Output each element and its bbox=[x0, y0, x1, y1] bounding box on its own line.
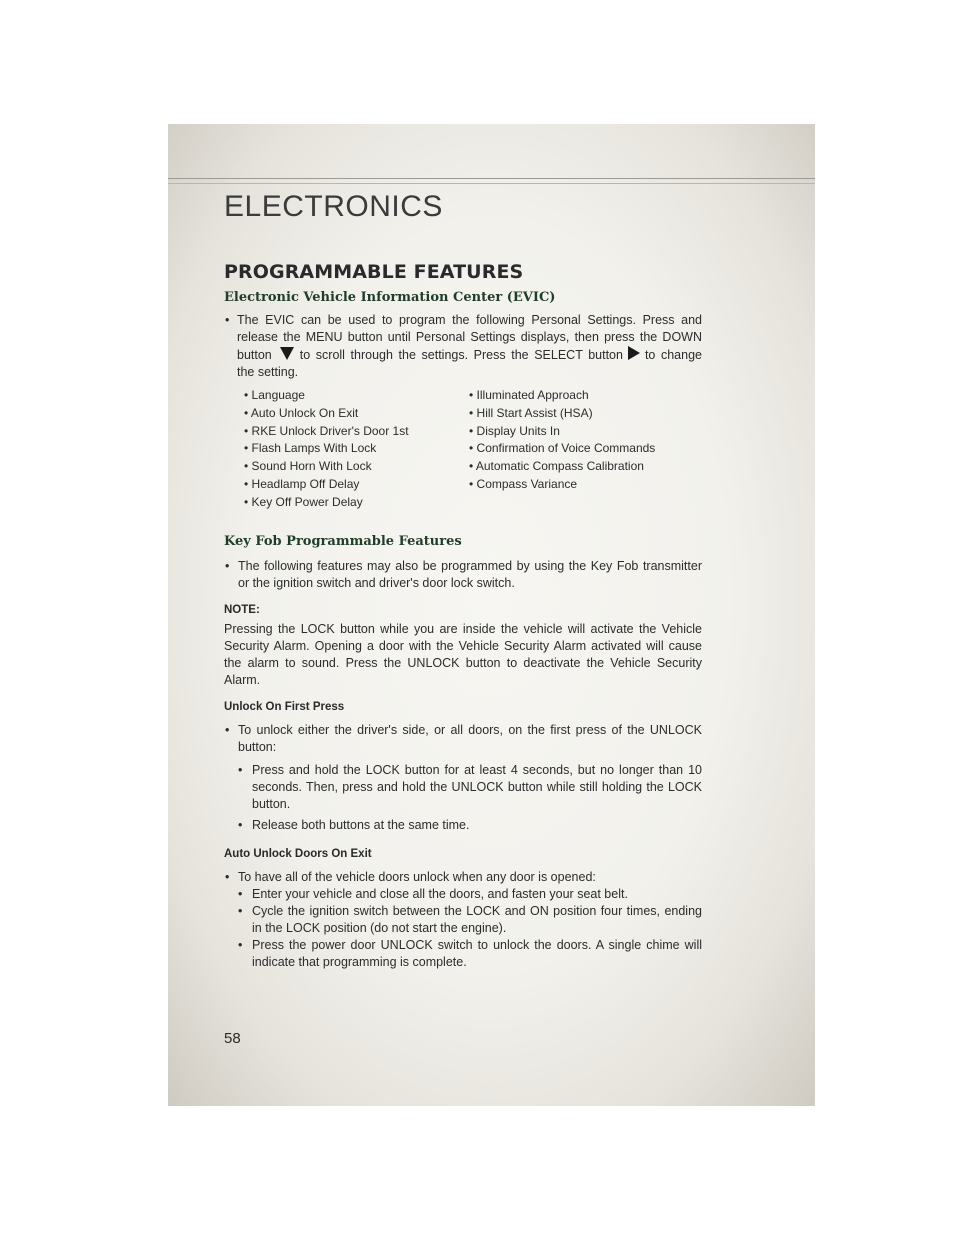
list-item: • Auto Unlock On Exit bbox=[244, 405, 359, 420]
list-item: • Key Off Power Delay bbox=[244, 494, 363, 509]
list-item: • RKE Unlock Driver's Door 1st bbox=[244, 423, 409, 438]
list-item: • Language bbox=[244, 388, 305, 402]
evic-intro bbox=[224, 312, 702, 381]
settings-column-right bbox=[469, 387, 694, 512]
note-label: NOTE: bbox=[224, 603, 260, 616]
page-content bbox=[224, 261, 702, 971]
evic-intro-text-a: The EVIC can be used to program the following Personal Settings. Press and release the MENU button until Personal Settings displays, then press the DOWN button bbox=[237, 313, 702, 362]
list-item: • Automatic Compass Calibration bbox=[469, 459, 644, 474]
auto-unlock-step: • Press the power door UNLOCK switch to unlock the doors. A single chime will indicate that programming is complete. bbox=[238, 937, 702, 971]
list-item: • Hill Start Assist (HSA) bbox=[469, 405, 593, 420]
list-item: • Display Units In bbox=[469, 423, 560, 438]
auto-unlock-heading: Auto Unlock Doors On Exit bbox=[224, 847, 372, 860]
unlock-first-step: • Press and hold the LOCK button for at least 4 seconds, but no longer than 10 seconds. Then, press and hold the UNLOCK button while still holding the LOCK button. bbox=[238, 762, 702, 813]
header-rule bbox=[168, 178, 815, 179]
settings-column-left bbox=[244, 387, 469, 512]
list-item: • Compass Variance bbox=[469, 476, 578, 491]
unlock-first-heading: Unlock On First Press bbox=[224, 700, 345, 713]
page-number: 58 bbox=[224, 1030, 241, 1047]
keyfob-bullet: • The following features may also be programmed by using the Key Fob transmitter or the ignition switch and driver's door lock switch. bbox=[224, 558, 702, 592]
unlock-first-step: • Release both buttons at the same time. bbox=[238, 817, 702, 834]
right-arrow-icon bbox=[628, 346, 640, 360]
auto-unlock-step: • Cycle the ignition switch between the LOCK and ON position four times, ending in the LOCK position (do not start the engine). bbox=[238, 903, 702, 937]
auto-unlock-step: • Enter your vehicle and close all the doors, and fasten your seat belt. bbox=[238, 886, 702, 903]
unlock-first-bullet: • To unlock either the driver's side, or all doors, on the first press of the UNLOCK button: bbox=[224, 722, 702, 756]
manual-page bbox=[168, 124, 815, 1106]
list-item: • Illuminated Approach bbox=[469, 388, 589, 402]
auto-unlock-bullet: • To have all of the vehicle doors unlock when any door is opened: bbox=[224, 869, 702, 886]
evic-heading: Electronic Vehicle Information Center (EVIC) bbox=[224, 290, 556, 305]
list-item: • Confirmation of Voice Commands bbox=[469, 441, 656, 456]
evic-intro-text-b: to scroll through the settings. Press the SELECT button bbox=[299, 348, 623, 362]
section-title: ELECTRONICS bbox=[224, 190, 443, 223]
list-item: • Sound Horn With Lock bbox=[244, 459, 372, 474]
down-arrow-icon bbox=[280, 347, 294, 360]
header-rule-secondary bbox=[168, 183, 815, 184]
list-item: • Headlamp Off Delay bbox=[244, 476, 360, 491]
settings-list bbox=[244, 387, 702, 512]
page-heading: PROGRAMMABLE FEATURES bbox=[224, 261, 524, 283]
note-text: Pressing the LOCK button while you are inside the vehicle will activate the Vehicle Security Alarm. Opening a door with the Vehicle Security Alarm activated will cause the alarm to sound. Press the UNLOCK button to deactivate the Vehicle Security Alarm. bbox=[224, 621, 702, 687]
evic-intro-text-c: to change the setting. bbox=[237, 348, 702, 379]
keyfob-heading: Key Fob Programmable Features bbox=[224, 533, 462, 549]
list-item: • Flash Lamps With Lock bbox=[244, 441, 377, 456]
